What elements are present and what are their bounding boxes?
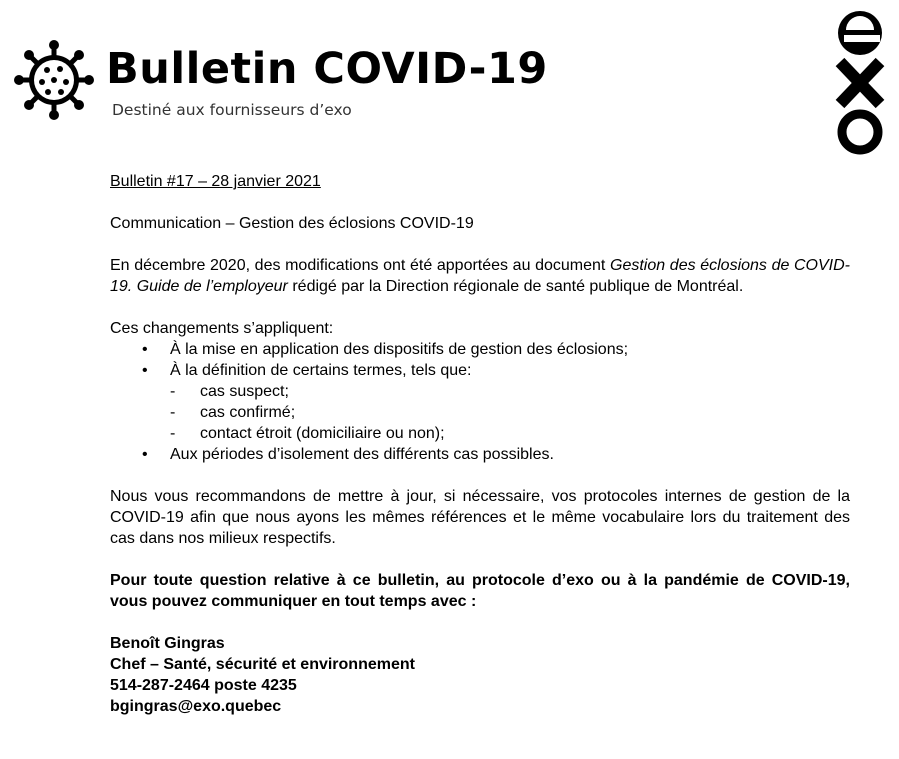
changes-list [110, 339, 850, 465]
contact-name: Benoît Gingras [110, 635, 225, 652]
subject-line: Communication – Gestion des éclosions COVID-19 [110, 215, 474, 232]
bullet-icon: • [142, 362, 148, 379]
intro-text-1: En décembre 2020, des modifications ont été apportées au document [110, 257, 611, 274]
bulletin-title: Bulletin COVID-19 [106, 44, 548, 94]
virus-icon [14, 40, 94, 120]
contact-intro: Pour toute question relative à ce bulletin, au protocole d’exo ou à la pandémie de COVID-19, vous pouvez communiquer en tout temps avec : [110, 572, 850, 610]
sublist-item: - cas confirmé; [170, 404, 296, 421]
recommendation-paragraph: Nous vous recommandons de mettre à jour, si nécessaire, vos protocoles internes de gestion de la COVID-19 afin que nous ayons les mêmes références et le même vocabulaire lors du traitement des cas dans nos milieux respectifs. [110, 488, 850, 547]
bulletin-body [110, 171, 850, 717]
sublist-item: - cas suspect; [170, 383, 289, 400]
changes-lead: Ces changements s’appliquent: [110, 320, 334, 337]
intro-doc-title: Gestion des éclosions de COVID-19. Guide de l’employeur [110, 257, 851, 295]
terms-sublist [170, 381, 850, 444]
contact-phone: 514-287-2464 poste 4235 [110, 677, 297, 694]
sublist-item: - contact étroit (domiciliaire ou non); [170, 425, 445, 442]
exo-logo [832, 8, 888, 158]
issue-line: Bulletin #17 – 28 janvier 2021 [110, 173, 321, 190]
list-item: • Aux périodes d’isolement des différents cas possibles. [142, 446, 554, 463]
dash-icon: - [170, 383, 176, 400]
page-header [0, 0, 899, 170]
contact-role: Chef – Santé, sécurité et environnement [110, 656, 415, 673]
dash-icon: - [170, 404, 176, 421]
contact-email[interactable]: bgingras@exo.quebec [110, 698, 282, 715]
bulletin-subtitle: Destiné aux fournisseurs d’exo [112, 101, 352, 119]
intro-text-2: rédigé par la Direction régionale de santé publique de Montréal. [287, 278, 744, 295]
list-item: • À la définition de certains termes, tels que: - cas suspect; - cas confirmé; - contact étroit (domiciliaire ou non); [110, 360, 850, 444]
list-item: • À la mise en application des dispositifs de gestion des éclosions; [142, 341, 629, 358]
intro-paragraph [110, 255, 850, 297]
bullet-icon: • [142, 341, 148, 358]
bullet-icon: • [142, 446, 148, 463]
svg-text:exo: exo [832, 8, 834, 9]
dash-icon: - [170, 425, 176, 442]
